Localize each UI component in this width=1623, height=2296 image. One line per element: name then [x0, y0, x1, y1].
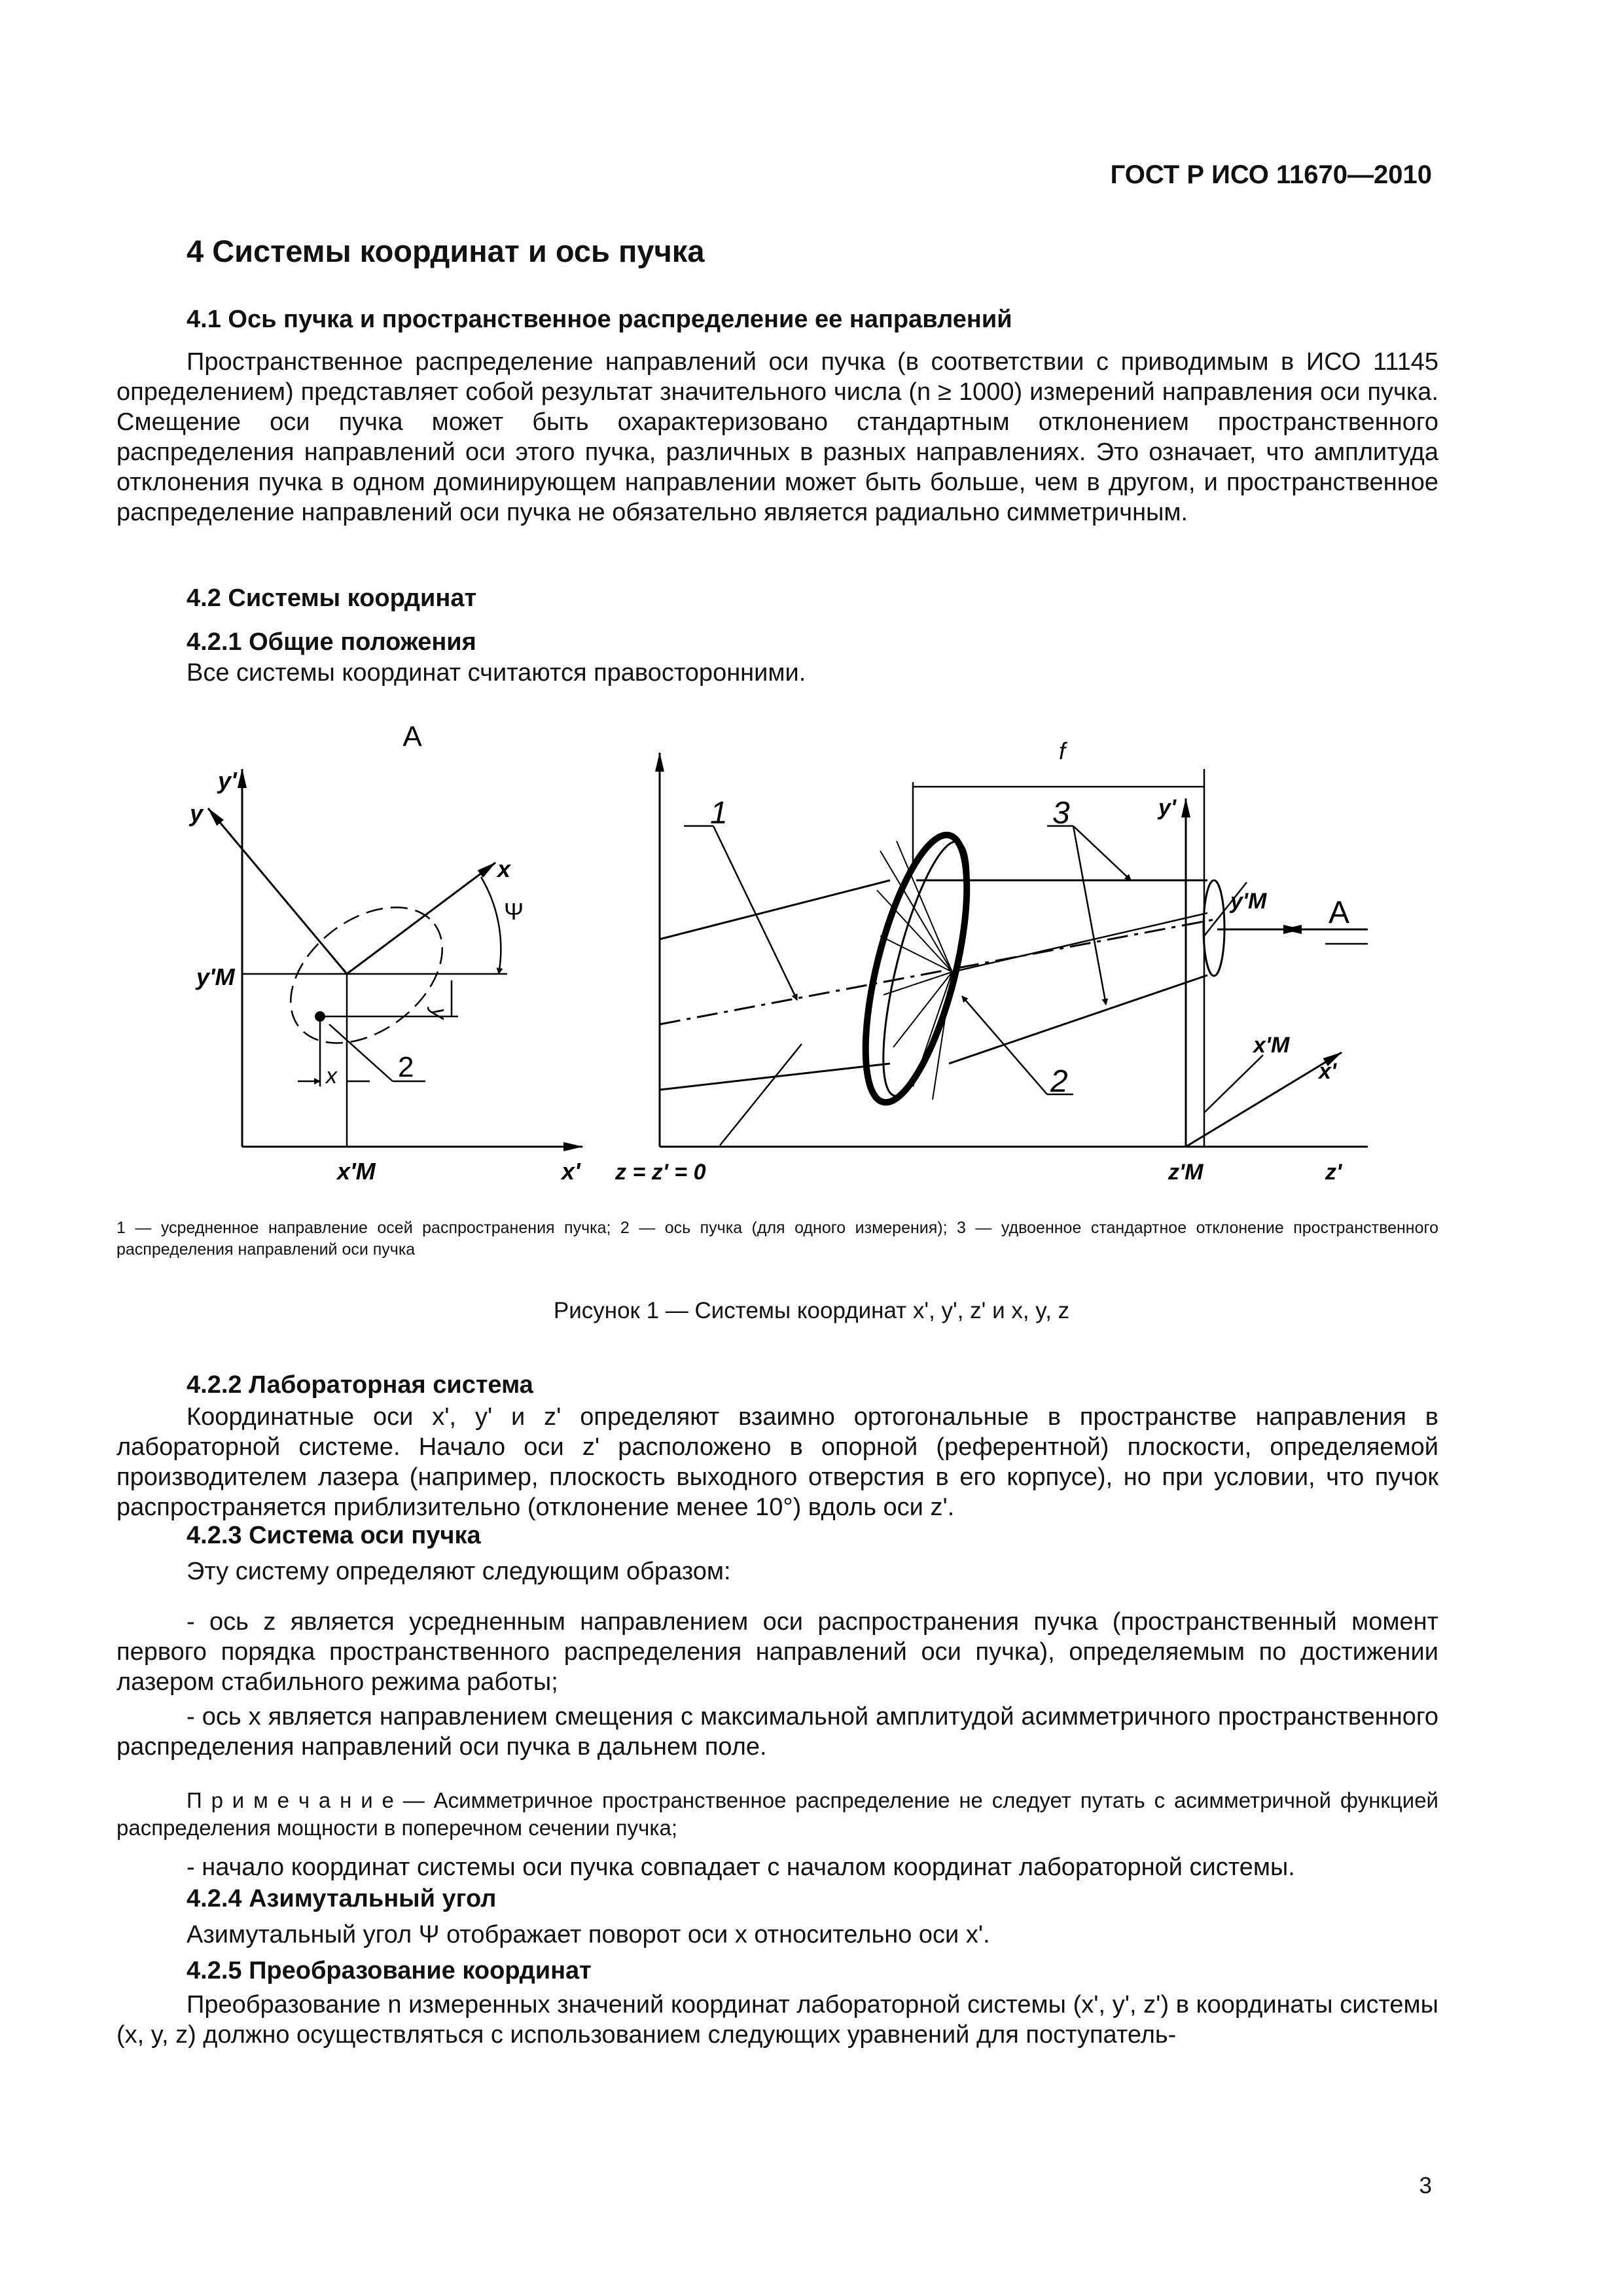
label-y: y	[190, 800, 204, 827]
label-x-prime-right: x'	[1319, 1059, 1336, 1084]
distribution-ellipse	[265, 880, 468, 1071]
label-y-bar: y	[427, 1008, 452, 1019]
paragraph-4-2-4: Азимутальный угол Ψ отображает поворот оси x относительно оси x'.	[187, 1921, 990, 1948]
lens-spoke	[913, 972, 952, 1086]
heading-4-2-1: 4.2.1 Общие положения	[187, 628, 476, 656]
x-axis	[347, 863, 495, 974]
lower-leader	[720, 1044, 802, 1145]
far-field-ellipse	[1204, 880, 1224, 976]
label-arrow-a: A	[1329, 895, 1350, 930]
callout-1: 1	[710, 796, 728, 831]
note-label: П р и м е ч а н и е	[187, 1788, 394, 1812]
callout-2-leader	[329, 1024, 393, 1081]
heading-4-2-4: 4.2.4 Азимутальный угол	[187, 1885, 497, 1912]
paragraph-4-1: Пространственное распределение направлений оси пучка (в соответствии с приводимым в ИСО 11145 определением) представляет собой результат значительного числа (n ≥ 1000) измерений направления оси пучка. Смещение оси пучка может быть охарактеризовано стандартным отклонением пространственного распределения направлений оси этого пучка, различных в разных направлениях. Это означает, что амплитуда отклонения пучка в одном доминирующем направлении может быть больше, чем в другом, и пространственное распределение направлений оси пучка не обязательно является радиально симметричным.	[116, 348, 1438, 526]
callout-3: 3	[1052, 796, 1070, 831]
label-z-prime: z'	[1325, 1160, 1342, 1185]
beam-upper-edge	[660, 880, 890, 939]
beam-single	[952, 913, 1207, 972]
label-x-prime-m-right: x'M	[1253, 1033, 1290, 1058]
psi-arc	[481, 877, 501, 974]
label-origin: z = z' = 0	[615, 1160, 706, 1185]
callout-2-right: 2	[1050, 1064, 1068, 1099]
page-number: 3	[1419, 2173, 1432, 2198]
paragraph-4-2-1: Все системы координат считаются правосторонними.	[187, 659, 806, 687]
paragraph-4-2-5: Преобразование n измеренных значений координат лабораторной системы (x', y', z') в координаты системы (x, y, z) должно осуществляться с использованием следующих уравнений для поступатель-	[116, 1991, 1438, 2049]
heading-4-2-3: 4.2.3 Система оси пучка	[187, 1522, 481, 1549]
cone-lower	[949, 975, 1207, 1064]
note	[116, 1787, 1438, 1842]
view-a-diagram	[208, 769, 582, 1147]
label-x-prime-left: x'	[562, 1158, 580, 1185]
label-x-bar: x	[326, 1064, 337, 1088]
label-x: x	[497, 855, 511, 882]
list-item-origin: - начало координат системы оси пучка совпадает с началом координат лабораторной системы.	[187, 1854, 1295, 1881]
callout-2-left: 2	[398, 1051, 414, 1083]
beam-point	[315, 1011, 325, 1022]
list-item-z-axis: - ось z является усредненным направлением оси распространения пучка (пространственный момент первого порядка пространственного распределения направлений оси пучка), определяемым по достижении лазером стабильного режима работы;	[116, 1608, 1438, 1696]
x-m-leader	[1204, 1055, 1263, 1113]
list-item-x-axis: - ось x является направлением смещения с максимальной амплитудой асимметричного пространственного распределения направлений оси пучка в дальнем поле.	[116, 1703, 1438, 1761]
callout-1-leader	[713, 826, 797, 1000]
label-y-prime-m: y'M	[196, 963, 235, 990]
label-x-prime-m: x'M	[337, 1158, 376, 1185]
figure-title: Рисунок 1 — Системы координат x', y', z' и x, y, z	[553, 1298, 1070, 1323]
callout-2-leader-right	[962, 996, 1047, 1094]
note-text: — Асимметричное пространственное распределение не следует путать с асимметричной функцией распределения мощности в поперечном сечении пучка;	[116, 1788, 1438, 1840]
paragraph-4-2-3-intro: Эту систему определяют следующим образом:	[187, 1558, 731, 1585]
heading-4-2: 4.2 Системы координат	[187, 584, 477, 612]
label-f: f	[1059, 738, 1066, 764]
heading-4-1: 4.1 Ось пучка и пространственное распределение ее направлений	[187, 306, 1012, 333]
label-z-prime-m: z'M	[1168, 1160, 1204, 1185]
label-y-prime: y'	[218, 767, 237, 794]
y-axis	[208, 808, 347, 974]
beam-diagram	[660, 753, 1368, 1147]
label-psi: Ψ	[504, 898, 524, 925]
document-id: ГОСТ Р ИСО 11670—2010	[1110, 160, 1432, 189]
heading-4-2-2: 4.2.2 Лабораторная система	[187, 1371, 533, 1399]
label-y-prime-m-right: y'M	[1230, 889, 1267, 914]
label-y-prime-right: y'	[1158, 795, 1176, 820]
figure-legend: 1 — усредненное направление осей распространения пучка; 2 — ось пучка (для одного измерения); 3 — удвоенное стандартное отклонение пространственного распределения направлений оси пучка	[116, 1219, 1438, 1259]
paragraph-4-2-2: Координатные оси x', y' и z' определяют взаимно ортогональные в пространстве направления в лабораторной системе. Начало оси z' расположено в опорной (референтной) плоскости, определяемой производителем лазера (например, плоскость выходного отверстия в его корпусе), но при условии, что пучок распространяется приблизительно (отклонение менее 10°) вдоль оси z'.	[116, 1403, 1438, 1521]
view-label-a: A	[402, 721, 422, 753]
section-title: 4 Системы координат и ось пучка	[187, 234, 705, 268]
lens-spoke	[897, 841, 952, 972]
heading-4-2-5: 4.2.5 Преобразование координат	[187, 1957, 592, 1984]
